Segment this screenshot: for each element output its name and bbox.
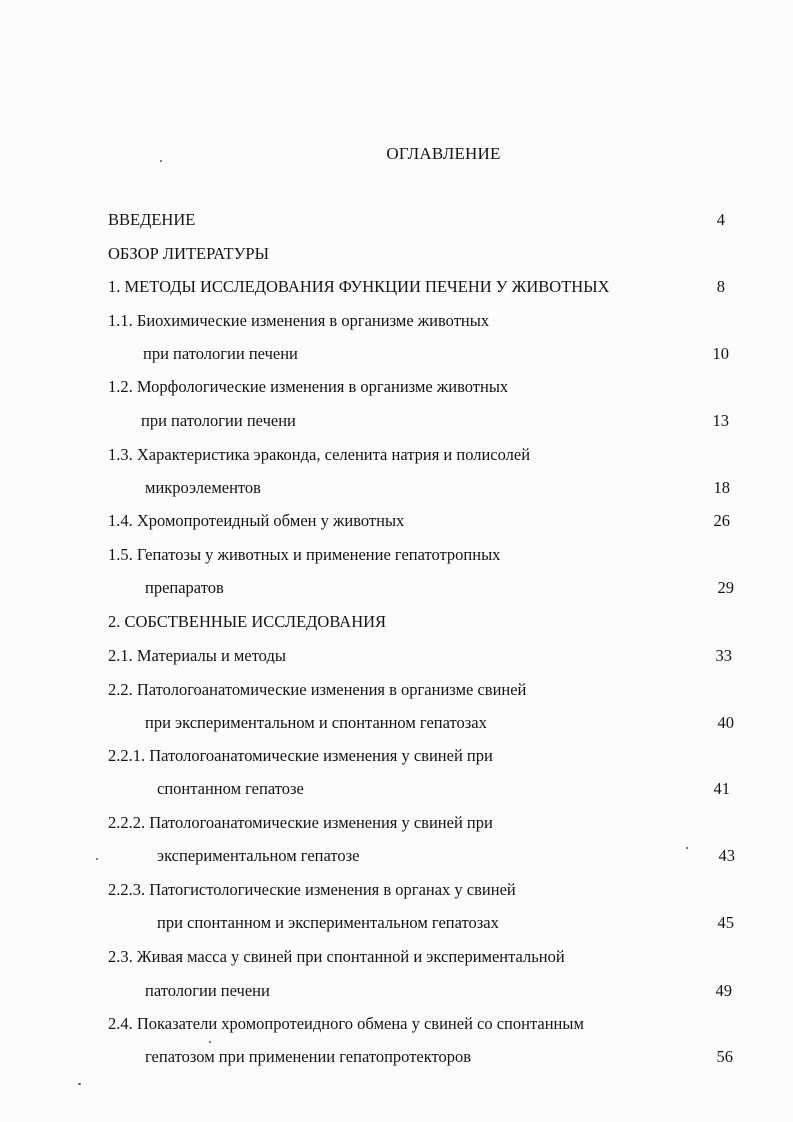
toc-entry-literature-review: ОБЗОР ЛИТЕРАТУРЫ xyxy=(108,244,269,263)
toc-entry-1-5-continued: препаратов xyxy=(145,578,224,597)
toc-entry-1-2-continued: при патологии печени xyxy=(141,411,296,430)
page-title: ОГЛАВЛЕНИЕ xyxy=(386,144,501,163)
scan-speck xyxy=(209,1041,211,1043)
toc-page-number: 4 xyxy=(716,210,725,229)
toc-page-number: 49 xyxy=(715,981,732,1000)
toc-entry-2-2-2-continued: экспериментальном гепатозе xyxy=(157,846,360,865)
toc-page-number: 45 xyxy=(717,913,734,932)
toc-entry-chapter-1: 1. МЕТОДЫ ИССЛЕДОВАНИЯ ФУНКЦИИ ПЕЧЕНИ У ЖИВОТНЫХ xyxy=(108,277,610,296)
toc-page-number: 18 xyxy=(713,478,730,497)
toc-page-number: 41 xyxy=(713,779,730,798)
toc-entry-2-2-2: 2.2.2. Патологоанатомические изменения у свиней при xyxy=(108,813,493,832)
toc-entry-1-3-continued: микроэлементов xyxy=(145,478,261,497)
scan-speck xyxy=(686,847,688,849)
toc-page-number: 8 xyxy=(716,277,725,296)
toc-entry-2-3-continued: патологии печени xyxy=(145,981,270,1000)
toc-entry-2-4-continued: гепатозом при применении гепатопротекторов xyxy=(145,1047,472,1066)
toc-page-number: 13 xyxy=(712,411,729,430)
toc-entry-2-4: 2.4. Показатели хромопротеидного обмена у свиней со спонтанным xyxy=(108,1014,584,1033)
toc-page-number: 29 xyxy=(717,578,734,597)
toc-entry-2-2: 2.2. Патологоанатомические изменения в организме свиней xyxy=(108,680,527,699)
scan-speck xyxy=(78,1083,81,1085)
toc-entry-2-2-3-continued: при спонтанном и экспериментальном гепатозах xyxy=(157,913,499,932)
toc-entry-1-3: 1.3. Характеристика эраконда, селенита натрия и полисолей xyxy=(108,445,531,464)
toc-page-number: 26 xyxy=(713,511,730,530)
toc-page-number: 56 xyxy=(716,1047,733,1066)
toc-page-number: 40 xyxy=(717,713,734,732)
toc-entry-2-3: 2.3. Живая масса у свиней при спонтанной и экспериментальной xyxy=(108,947,565,966)
scan-speck xyxy=(96,858,98,860)
toc-page-number: 33 xyxy=(715,646,732,665)
toc-entry-1-2: 1.2. Морфологические изменения в организме животных xyxy=(108,377,509,396)
scan-speck xyxy=(160,160,162,162)
toc-entry-1-1: 1.1. Биохимические изменения в организме животных xyxy=(108,311,490,330)
toc-entry-chapter-2: 2. СОБСТВЕННЫЕ ИССЛЕДОВАНИЯ xyxy=(108,612,387,631)
toc-page-number: 43 xyxy=(718,846,735,865)
toc-entry-2-1: 2.1. Материалы и методы xyxy=(108,646,286,665)
toc-entry-1-5: 1.5. Гепатозы у животных и применение гепатотропных xyxy=(108,545,501,564)
toc-entry-introduction: ВВЕДЕНИЕ xyxy=(108,210,196,229)
toc-entry-2-2-1: 2.2.1. Патологоанатомические изменения у свиней при xyxy=(108,746,493,765)
toc-page-number: 10 xyxy=(712,344,729,363)
toc-entry-2-2-3: 2.2.3. Патогистологические изменения в органах у свиней xyxy=(108,880,516,899)
toc-entry-1-1-continued: при патологии печени xyxy=(143,344,298,363)
toc-entry-2-2-continued: при экспериментальном и спонтанном гепатозах xyxy=(145,713,487,732)
toc-entry-1-4: 1.4. Хромопротеидный обмен у животных xyxy=(108,511,405,530)
toc-entry-2-2-1-continued: спонтанном гепатозе xyxy=(157,779,304,798)
